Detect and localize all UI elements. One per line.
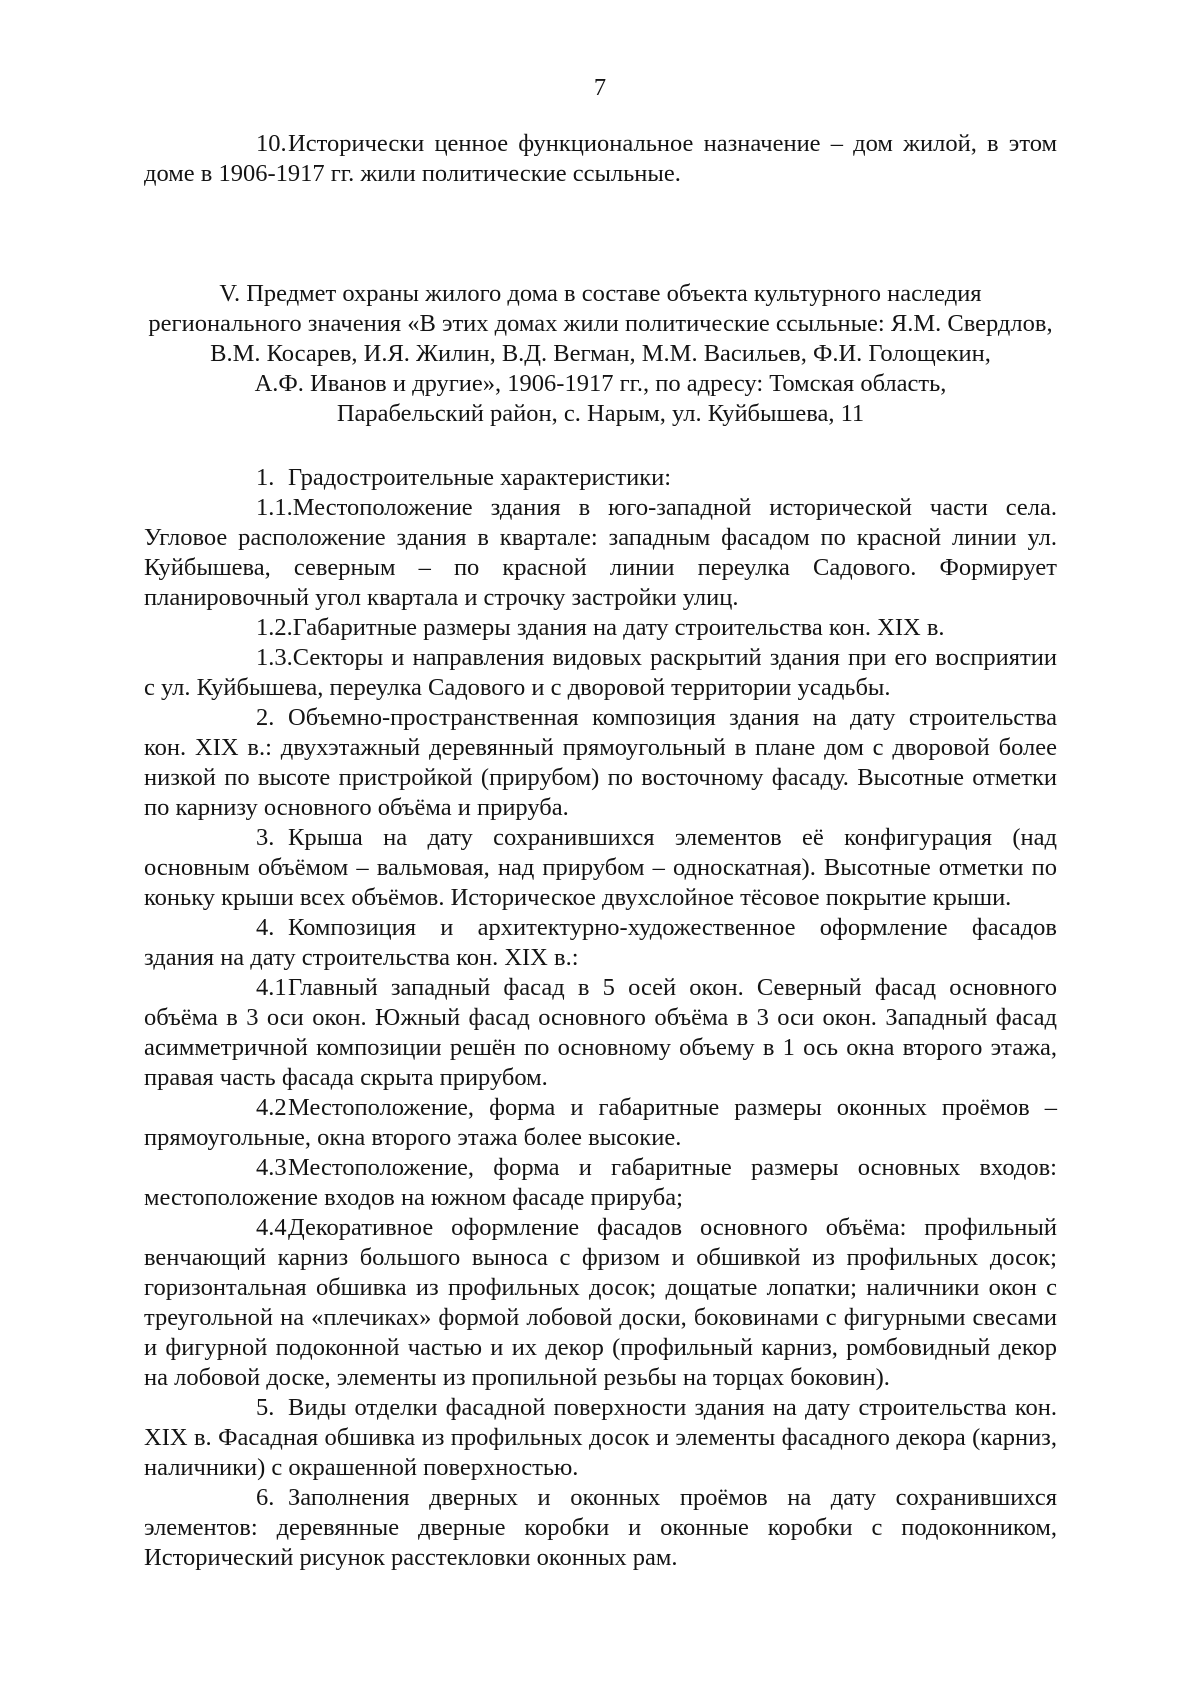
item-text: Местоположение, форма и габаритные размеры основных входов: местоположение входов на южном фасаде прируба; — [144, 1154, 1057, 1211]
item-number: 4.2 — [256, 1094, 287, 1121]
item-number: 4.4 — [256, 1214, 287, 1241]
heading-line: Парабельский район, с. Нарым, ул. Куйбышева, 11 — [336, 400, 865, 427]
list-item — [144, 1213, 1057, 1393]
list-item — [144, 1483, 1057, 1573]
item-number: 1.2. — [256, 614, 293, 641]
list-item — [144, 463, 1057, 493]
item-text: Габаритные размеры здания на дату строительства кон. XIX в. — [292, 614, 945, 641]
paragraph-number: 10. — [256, 130, 287, 157]
item-number: 4.1 — [256, 974, 287, 1001]
item-number: 3. — [256, 824, 275, 851]
item-text: Заполнения дверных и оконных проёмов на дату сохранившихся элементов: деревянные дверные коробки и оконные коробки с подоконником, Исторический рисунок расстекловки оконных рам. — [144, 1484, 1057, 1571]
item-number: 4. — [256, 914, 275, 941]
section-heading — [144, 279, 1057, 429]
item-number: 1.3. — [256, 644, 293, 671]
list-item — [144, 973, 1057, 1093]
item-text: Секторы и направления видовых раскрытий здания при его восприятии с ул. Куйбышева, переулка Садового и с дворовой территории усадьбы. — [144, 644, 1057, 701]
list-item — [144, 613, 1057, 643]
list-item — [144, 913, 1057, 973]
list-item — [144, 643, 1057, 703]
item-text: Главный западный фасад в 5 осей окон. Северный фасад основного объёма в 3 оси окон. Южный фасад основного объёма в 3 оси окон. Западный фасад асимметричной композиции решён по основному объему в 1 ось окна второго этажа, правая часть фасада скрыта прирубом. — [144, 974, 1057, 1091]
list-item — [144, 1093, 1057, 1153]
item-number: 2. — [256, 704, 275, 731]
heading-line: V. Предмет охраны жилого дома в составе объекта культурного наследия — [219, 280, 982, 307]
intro-section — [144, 129, 1057, 189]
page-number: 7 — [593, 74, 607, 101]
item-text: Местоположение, форма и габаритные размеры оконных проёмов – прямоугольные, окна второго этажа более высокие. — [144, 1094, 1057, 1151]
item-text: Виды отделки фасадной поверхности здания на дату строительства кон. XIX в. Фасадная обшивка из профильных досок и элементы фасадного декора (карниз, наличники) с окрашенной поверхностью. — [144, 1394, 1057, 1481]
item-number: 1. — [256, 464, 275, 491]
list-item — [144, 703, 1057, 823]
intro-paragraph — [144, 129, 1057, 189]
paragraph-text: Исторически ценное функциональное назначение – дом жилой, в этом доме в 1906-1917 гг. жили политические ссыльные. — [144, 130, 1057, 187]
item-text: Градостроительные характеристики: — [288, 464, 672, 491]
item-number: 4.3 — [256, 1154, 287, 1181]
item-text: Крыша на дату сохранившихся элементов её конфигурация (над основным объёмом – вальмовая, над прирубом – односкатная). Высотные отметки по коньку крыши всех объёмов. Историческое двухслойное тёсовое покрытие крыши. — [144, 824, 1057, 911]
item-number: 5. — [256, 1394, 275, 1421]
heading-line: В.М. Косарев, И.Я. Жилин, В.Д. Вегман, М.М. Васильев, Ф.И. Голощекин, — [210, 340, 991, 367]
item-number: 1.1. — [256, 494, 293, 521]
heading-line: А.Ф. Иванов и другие», 1906-1917 гг., по адресу: Томская область, — [254, 370, 947, 397]
item-text: Композиция и архитектурно-художественное оформление фасадов здания на дату строительства кон. XIX в.: — [144, 914, 1057, 971]
item-text: Декоративное оформление фасадов основного объёма: профильный венчающий карниз большого выноса с фризом и обшивкой из профильных досок; горизонтальная обшивка из профильных досок; дощатые лопатки; наличники окон с треугольной на «плечиках» формой лобовой доски, боковинами с фигурными свесами и фигурной подоконной частью и их декор (профильный карниз, ромбовидный декор на лобовой доске, элементы из пропильной резьбы на торцах боковин). — [144, 1214, 1057, 1391]
heading-line: регионального значения «В этих домах жили политические ссыльные: Я.М. Свердлов, — [148, 310, 1053, 337]
protection-items-list — [144, 463, 1057, 1573]
list-item — [144, 1153, 1057, 1213]
list-item — [144, 823, 1057, 913]
item-text: Объемно-пространственная композиция здания на дату строительства кон. XIX в.: двухэтажный деревянный прямоугольный в плане дом с дворовой более низкой по высоте пристройкой (прирубом) по восточному фасаду. Высотные отметки по карнизу основного объёма и прируба. — [144, 704, 1057, 821]
item-number: 6. — [256, 1484, 275, 1511]
list-item — [144, 493, 1057, 613]
item-text: Местоположение здания в юго-западной исторической части села. Угловое расположение здания в квартале: западным фасадом по красной линии ул. Куйбышева, северным – по красной линии переулка Садового. Формирует планировочный угол квартала и строчку застройки улиц. — [144, 494, 1057, 611]
list-item — [144, 1393, 1057, 1483]
